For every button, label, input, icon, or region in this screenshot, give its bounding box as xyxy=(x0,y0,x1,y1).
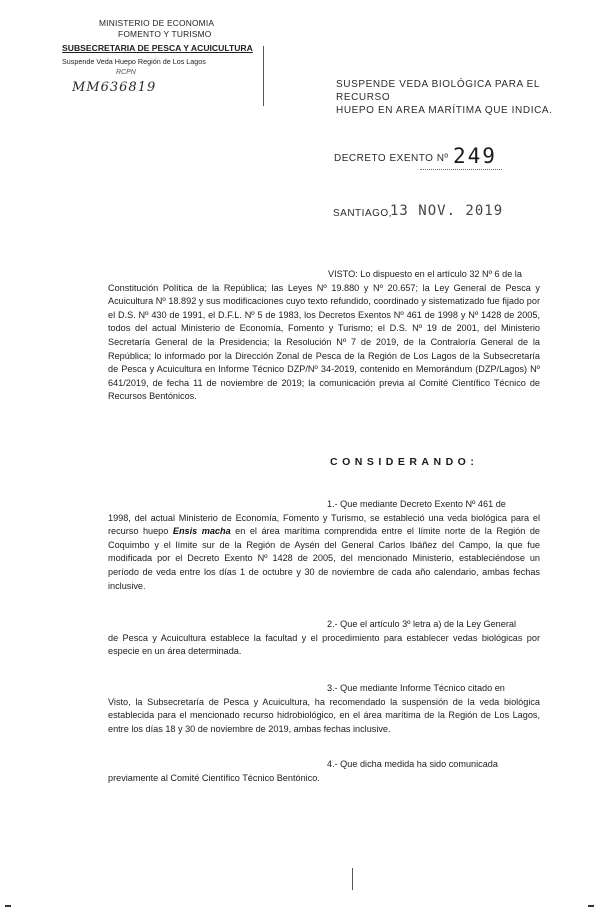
subsecretaria-name: SUBSECRETARIA DE PESCA Y ACUICULTURA xyxy=(62,43,253,53)
place-label: SANTIAGO, xyxy=(333,208,392,219)
decree-label: DECRETO EXENTO Nº xyxy=(334,153,449,164)
visto-lead: VISTO: xyxy=(328,269,358,279)
stamped-date: 13 NOV. 2019 xyxy=(390,203,504,219)
considerando-item-4 xyxy=(108,758,540,785)
corner-mark-left xyxy=(5,905,11,907)
decree-title-line-1: SUSPENDE VEDA BIOLÓGICA PARA EL RECURSO xyxy=(336,79,540,103)
considerando-heading: CONSIDERANDO: xyxy=(330,456,479,468)
handwritten-reference: MM636819 xyxy=(72,80,157,95)
considerando-item-2 xyxy=(108,618,540,659)
considerando-item-2-first: 2.- Que el artículo 3º letra a) de la Ley General xyxy=(327,619,516,629)
considerando-item-3-first: 3.- Que mediante Informe Técnico citado en xyxy=(327,683,505,693)
visto-first-text: Lo dispuesto en el artículo 32 Nº 6 de la xyxy=(360,269,522,279)
stamp-code: RCPN xyxy=(116,69,136,76)
decree-title-line-2: HUEPO EN AREA MARÍTIMA QUE INDICA. xyxy=(336,105,553,116)
considerando-item-1-text-b: en el área marítima comprendida entre el límite norte de la Región de Coquimbo y el límite sur de la Región de Aysén del General Carlos Ibáñez del Campo, la que fue modificada por el Decreto Exento Nº 1428 de 2005, del mencionado Ministerio, estableciéndose un período de veda entre los días 1 de octubre y 30 de noviembre de cada año calendario, ambas fechas inclusive. xyxy=(108,526,540,591)
considerando-item-1 xyxy=(108,498,540,593)
ministry-line-2: FOMENTO Y TURISMO xyxy=(118,29,212,39)
corner-mark-right xyxy=(588,905,594,907)
species-name: Ensis macha xyxy=(172,526,231,537)
decree-number-underline xyxy=(420,169,502,170)
visto-first-line xyxy=(108,268,540,282)
visto-body: Constitución Política de la República; las Leyes Nº 19.880 y Nº 20.657; la Ley General de Pesca y Acuicultura Nº 18.892 y sus modificaciones cuyo texto refundido, coordinado y sistematizado fue fijado por el D.S. Nº 430 de 1991, el D.F.L. Nº 5 de 1983, los Decretos Exentos Nº 461 de 1998 y Nº 1428 de 2005, todos del actual Ministerio de Economía, Fomento y Turismo; el D.S. Nº 19 de 2001, del Ministerio Secretaría General de la Presidencia; la Resolución Nº 7 de 2019, de la Contraloría General de la República; lo informado por la Dirección Zonal de Pesca de la Región de Los Lagos de la Subsecretaría de Pesca y Acuicultura en Informe Técnico DZP/Nº 34-2019, contenido en Memorándum (DZP/Lagos) Nº 641/2019, de fecha 11 de noviembre de 2019; la comunicación previa al Comité Científico Técnico de Recursos Bentónicos. xyxy=(108,282,540,402)
header-subline: Suspende Veda Huepo Región de Los Lagos xyxy=(62,57,206,66)
visto-section xyxy=(108,268,540,404)
considerando-item-4-first: 4.- Que dicha medida ha sido comunicada xyxy=(327,759,498,769)
considerando-item-1-first: 1.- Que mediante Decreto Exento Nº 461 de xyxy=(327,499,506,509)
considerando-item-1-text-a: 1998, del actual Ministerio de Economía, Fomento y Turismo, se estableció una veda biológica para el recurso huepo xyxy=(108,512,540,537)
considerando-item-4-body: previamente al Comité Científico Técnico Bentónico. xyxy=(108,772,320,783)
considerando-item-3-body: Visto, la Subsecretaría de Pesca y Acuicultura, ha recomendado la suspensión de la veda biológica establecida para el mencionado recurso hidrobiológico, en el área marítima de la Región de Los Lagos, entre los días 18 y 30 de noviembre de 2019, ambas fechas inclusive. xyxy=(108,696,540,734)
considerando-item-2-body: de Pesca y Acuicultura establece la facultad y el procedimiento para establecer vedas biológicas por especie en un área determinada. xyxy=(108,632,540,657)
ministry-line-1: MINISTERIO DE ECONOMIA xyxy=(99,18,215,28)
considerando-item-3 xyxy=(108,682,540,736)
considerando-item-1-body xyxy=(108,512,540,594)
decree-title xyxy=(336,78,576,117)
scan-line-top xyxy=(263,46,264,106)
decree-number: 249 xyxy=(453,144,497,168)
scan-line-bottom xyxy=(352,868,353,890)
